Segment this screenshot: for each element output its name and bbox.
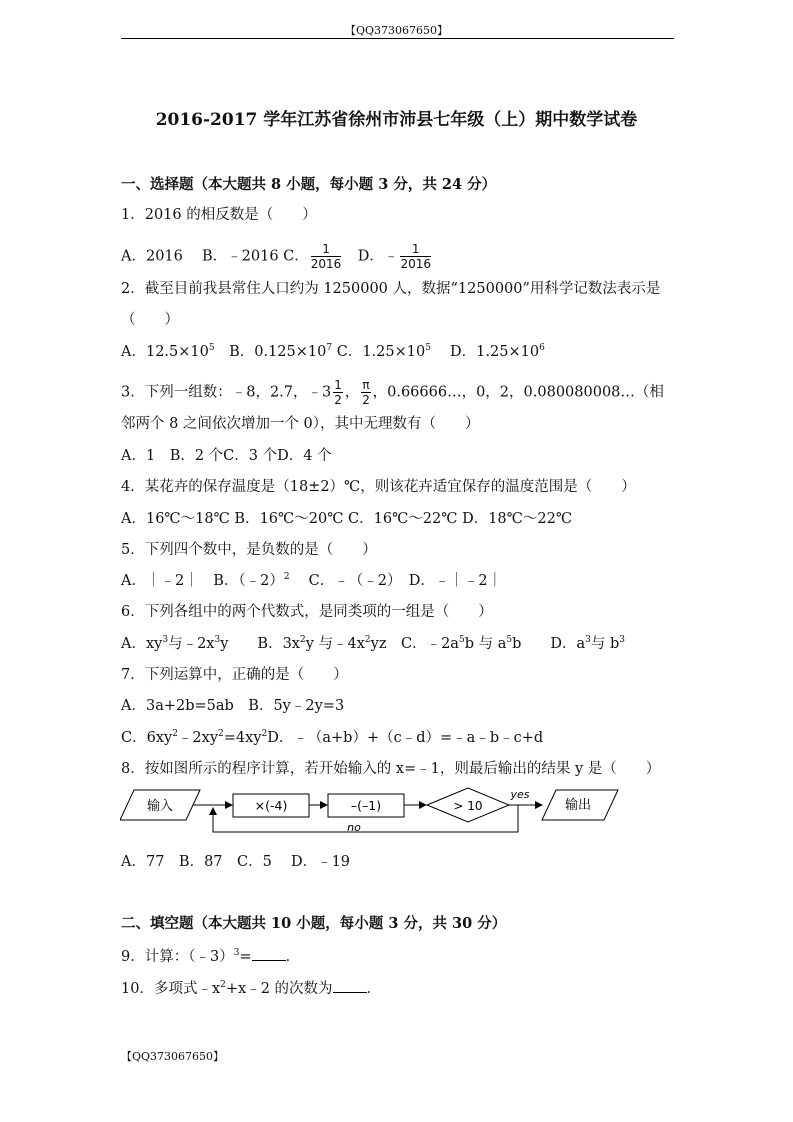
question-8-options: A．77 B．87 C．5 D．﹣19 (121, 854, 351, 870)
q10-answer-blank[interactable] (333, 978, 367, 993)
q2-option-c: C．$1.25\times 10^5$ (332, 343, 431, 360)
question-4-stem: 4．某花卉的保存温度是（18±2）℃，则该花卉适宜保存的温度范围是（ ） (121, 479, 636, 495)
flow-multiply-label: ×(-4) (254, 798, 288, 813)
question-3-options: A．1 B．2 个C．3 个D．4 个 (121, 448, 332, 464)
program-flowchart (120, 786, 620, 838)
flow-yes-label: yes (510, 788, 530, 801)
q2-option-a: A．$12.5\times 10^5$ (121, 343, 215, 360)
question-5-stem: 5．下列四个数中，是负数的是（ ） (121, 542, 377, 558)
flow-no-label: no (347, 821, 361, 834)
question-6-stem: 6．下列各组中的两个代数式，是同类项的一组是（ ） (121, 604, 493, 620)
page-title: 2016-2017 学年江苏省徐州市沛县七年级（上）期中数学试卷 (155, 110, 638, 130)
header-rule (121, 38, 674, 39)
q2-option-b: B．$0.125\times 10^7$ (214, 343, 333, 360)
question-7-options-cd: C．$6xy^2﹣2xy^2=4xy^2D$．﹣（a+b）+（c﹣d）=﹣a﹣b﹣c+d (121, 729, 544, 746)
question-4-options: A．16℃～18℃ B．16℃～20℃ C．16℃～22℃ D．18℃～22℃ (121, 511, 573, 527)
question-6-options: A．$xy^3$与$﹣2x^3y$ B．$3x^2y$ 与$﹣4x^2yz$ C．$﹣2a^5b$ 与 $a^5b$ D．$a^3$与 $b^3$ (121, 635, 626, 652)
q3-mixed-fraction: $\frac{1}{2}$ (334, 378, 342, 407)
section-heading-fill: 二、填空题（本大题共 10 小题，每小题 3 分，共 30 分） (121, 915, 507, 932)
q1-option-d: D．﹣ (343, 248, 399, 265)
q1-fraction-c: $\frac{1}{2016}$ (310, 242, 342, 271)
q1-fraction-d: $\frac{1}{2016}$ (400, 242, 431, 271)
section-heading-choice: 一、选择题（本大题共 8 小题，每小题 3 分，共 24 分） (121, 176, 497, 193)
question-3-stem: 3．下列一组数：﹣8，2.7，﹣3 $\frac{1}{2}$ ， $\frac{\pi}{2}$ ，0.66666…，0，2，0.080080008…（相 (121, 378, 664, 407)
question-10: 10．多项式$﹣x^2+x﹣2$ 的次数为 ． (121, 980, 382, 997)
question-2-stem: 2．截至目前我县常住人口约为 1250000 人，数据“1250000”用科学记数法表示是 (121, 281, 661, 297)
question-7-options-ab: A．3a+2b=5ab B．5y﹣2y=3 (121, 698, 345, 714)
question-5-options: A．｜﹣2｜ B．（﹣2）$^2$ C．﹣（﹣2） D．﹣｜﹣2｜ (121, 572, 503, 589)
question-1-stem: 1．2016 的相反数是（ ） (121, 207, 317, 223)
flow-input-label: 输入 (146, 799, 174, 814)
flow-output-label: 输出 (564, 798, 592, 813)
q1-options-ac: A．2016 B．﹣2016 C． (121, 248, 309, 265)
question-8-stem: 8．按如图所示的程序计算，若开始输入的 x=﹣1，则最后输出的结果 y 是（ ） (121, 761, 661, 777)
q2-option-d: D．$1.25\times 10^6$ (430, 343, 545, 360)
q3-pi-fraction: $\frac{\pi}{2}$ (362, 378, 370, 407)
question-2-paren: （ ） (121, 312, 179, 328)
question-3-stem-line2: 邻两个 8 之间依次增加一个 0），其中无理数有（ ） (121, 416, 480, 432)
question-7-stem: 7．下列运算中，正确的是（ ） (121, 667, 348, 683)
header-tag: 【QQ373067650】 (344, 24, 449, 37)
question-9: 9．计算：（﹣3）$^3$= ． (121, 948, 301, 965)
flow-subtract-label: –(–1) (350, 798, 382, 813)
footer-tag: 【QQ373067650】 (121, 1050, 225, 1063)
q9-answer-blank[interactable] (252, 946, 286, 961)
flow-condition-label: > 10 (453, 799, 483, 813)
question-1-options (121, 242, 433, 271)
question-2-options (121, 342, 545, 362)
